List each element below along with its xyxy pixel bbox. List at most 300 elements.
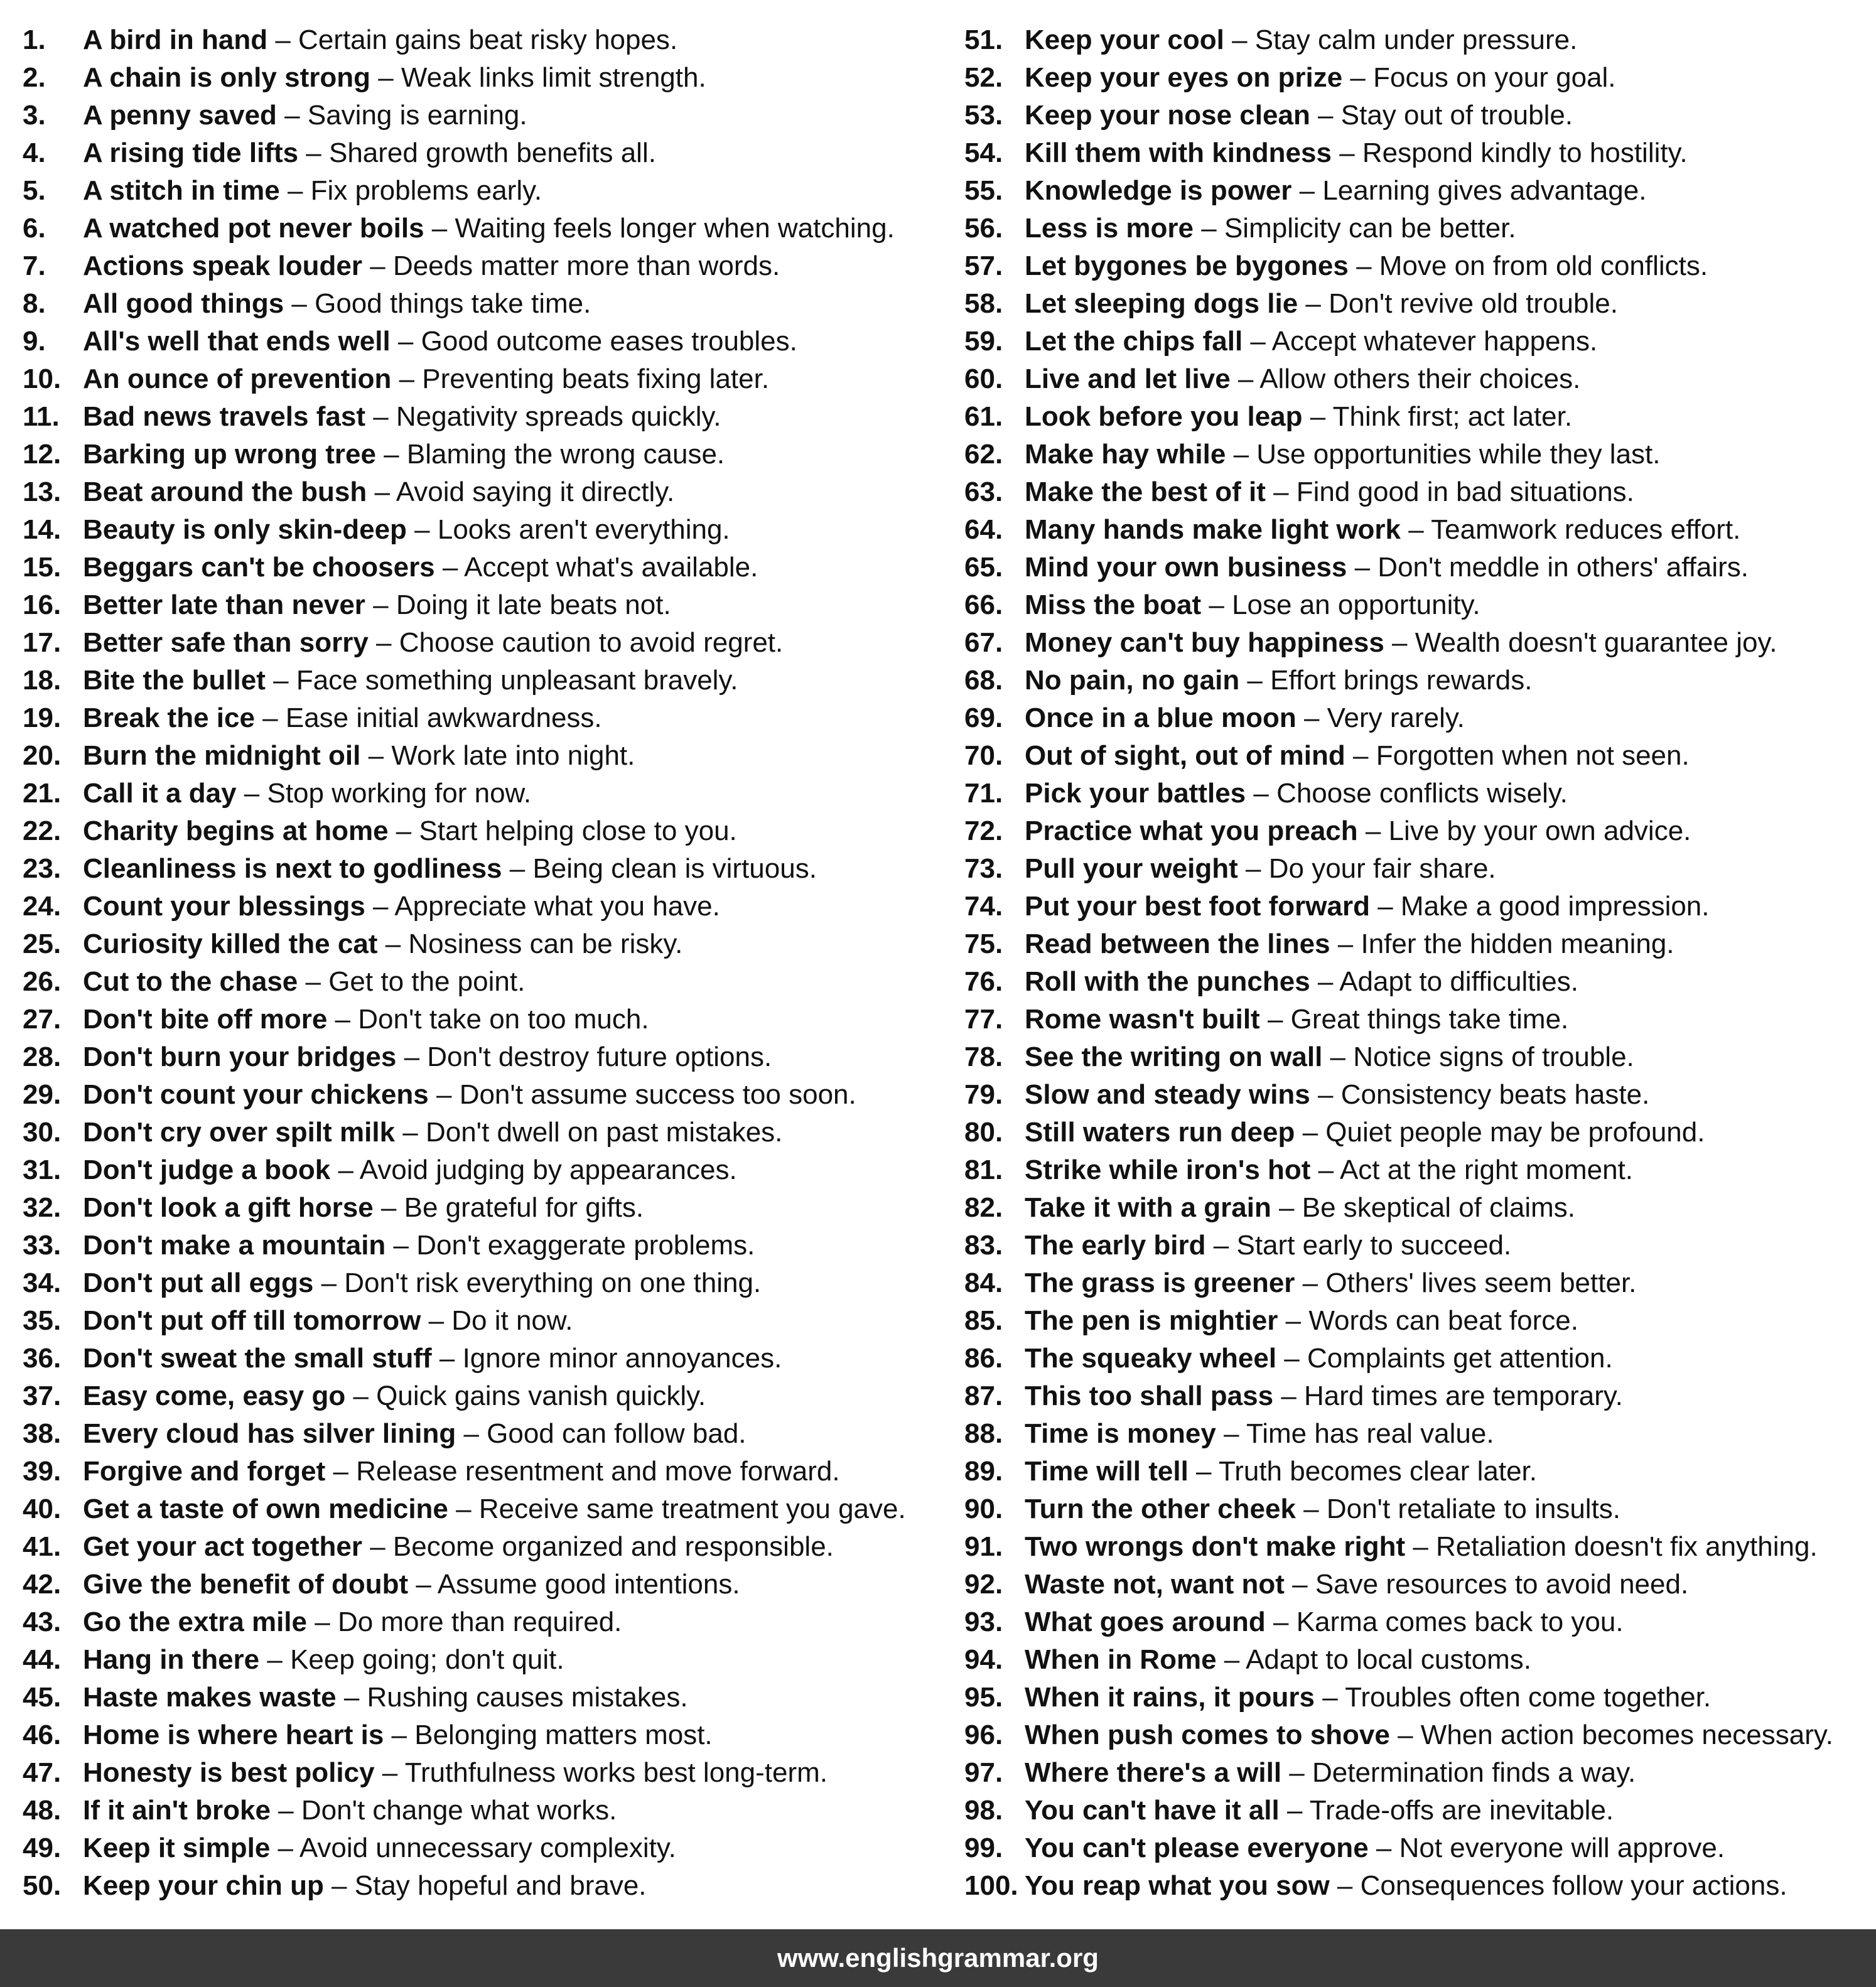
proverb-meaning: Don't risk everything on one thing. (344, 1268, 762, 1298)
proverb-number: 42. (23, 1569, 62, 1600)
proverb-phrase: Make hay while (1025, 439, 1226, 470)
proverb-meaning: Receive same treatment you gave. (478, 1494, 906, 1524)
proverb-separator: – (298, 137, 329, 168)
proverb-item (964, 1227, 1868, 1264)
proverb-separator: – (1310, 100, 1341, 131)
proverb-phrase: Barking up wrong tree (83, 439, 376, 470)
proverb-separator: – (1243, 326, 1272, 357)
proverb-number: 85. (964, 1305, 1003, 1336)
proverb-item (964, 963, 1868, 1001)
proverb-phrase: Waste not, want not (1025, 1569, 1285, 1600)
proverb-meaning: Allow others their choices. (1259, 363, 1581, 394)
proverb-phrase: Strike while iron's hot (1025, 1155, 1311, 1185)
proverb-number: 49. (23, 1833, 62, 1863)
proverb-number: 33. (23, 1230, 62, 1261)
proverb-number: 65. (964, 552, 1003, 583)
proverb-meaning: Act at the right moment. (1339, 1155, 1634, 1185)
proverb-separator: – (1295, 1268, 1326, 1298)
proverb-phrase: Out of sight, out of mind (1025, 740, 1345, 771)
proverb-phrase: The grass is greener (1025, 1268, 1295, 1298)
proverb-item (964, 1603, 1868, 1641)
proverb-separator: – (384, 1720, 415, 1750)
proverb-meaning: Great things take time. (1290, 1004, 1569, 1035)
proverb-number: 12. (23, 439, 62, 470)
proverb-number: 47. (23, 1757, 62, 1788)
proverb-item (964, 134, 1868, 172)
proverb-item (964, 662, 1868, 699)
proverb-phrase: Get a taste of own medicine (83, 1494, 448, 1524)
proverb-phrase: Home is where heart is (83, 1720, 384, 1750)
proverb-phrase: Let sleeping dogs lie (1025, 288, 1298, 319)
proverb-phrase: An ounce of prevention (83, 363, 392, 394)
proverb-separator: – (456, 1418, 487, 1449)
proverb-phrase: Read between the lines (1025, 929, 1330, 959)
proverb-number: 32. (23, 1192, 62, 1223)
proverb-meaning: Trade-offs are inevitable. (1309, 1795, 1614, 1826)
proverb-meaning: Ignore minor annoyances. (462, 1343, 782, 1374)
proverb-meaning: Find good in bad situations. (1296, 477, 1634, 507)
proverb-number: 71. (964, 778, 1003, 809)
proverb-separator: – (1310, 1079, 1341, 1110)
proverb-item (23, 97, 952, 134)
proverb-item (23, 1415, 952, 1453)
proverb-phrase: Keep your eyes on prize (1025, 62, 1343, 93)
proverb-separator: – (1310, 1155, 1340, 1185)
proverb-phrase: Pull your weight (1025, 853, 1238, 884)
proverb-item (23, 1151, 952, 1189)
proverb-phrase: Keep it simple (83, 1833, 271, 1863)
proverb-meaning: Stay calm under pressure. (1254, 24, 1578, 55)
proverb-number: 59. (964, 326, 1003, 357)
proverb-phrase: Charity begins at home (83, 816, 389, 846)
proverb-number: 88. (964, 1418, 1003, 1449)
proverb-meaning: Wealth doesn't guarantee joy. (1415, 627, 1777, 658)
proverb-meaning: Doing it late beats not. (396, 590, 671, 620)
proverb-meaning: Infer the hidden meaning. (1361, 929, 1674, 959)
proverb-phrase: All good things (83, 288, 284, 319)
proverb-item (23, 1679, 952, 1716)
proverb-number: 50. (23, 1870, 62, 1901)
proverb-separator: – (284, 288, 315, 319)
proverb-phrase: Two wrongs don't make right (1025, 1531, 1406, 1562)
proverb-meaning: Work late into night. (391, 740, 635, 771)
proverb-phrase: A watched pot never boils (83, 213, 424, 244)
proverb-item (23, 323, 952, 360)
proverb-phrase: Count your blessings (83, 891, 365, 922)
proverb-meaning: Deeds matter more than words. (392, 250, 780, 281)
proverb-number: 90. (964, 1494, 1003, 1524)
proverb-number: 81. (964, 1155, 1003, 1185)
proverb-phrase: Bad news travels fast (83, 401, 365, 432)
proverb-number: 66. (964, 590, 1003, 620)
proverb-item (964, 210, 1868, 247)
proverb-item (964, 1415, 1868, 1453)
proverb-meaning: Appreciate what you have. (394, 891, 720, 922)
proverb-number: 41. (23, 1531, 62, 1562)
proverb-separator: – (1271, 1192, 1302, 1223)
proverb-phrase: Forgive and forget (83, 1456, 326, 1487)
proverb-separator: – (360, 740, 392, 771)
proverb-separator: – (395, 1117, 426, 1148)
proverb-number: 18. (23, 665, 62, 696)
proverb-phrase: Keep your chin up (83, 1870, 324, 1901)
proverb-item (964, 1114, 1868, 1151)
proverb-number: 5. (23, 175, 46, 206)
proverb-meaning: Blaming the wrong cause. (406, 439, 725, 470)
proverb-item (964, 1829, 1868, 1867)
proverb-meaning: Consistency beats haste. (1340, 1079, 1650, 1110)
proverb-phrase: Time is money (1025, 1418, 1216, 1449)
proverb-number: 80. (964, 1117, 1003, 1148)
proverb-item (964, 1189, 1868, 1227)
proverb-item (23, 737, 952, 775)
proverb-number: 6. (23, 213, 46, 244)
proverb-number: 74. (964, 891, 1003, 922)
proverb-separator: – (1405, 1531, 1437, 1562)
proverb-separator: – (1329, 1870, 1361, 1901)
proverb-item (23, 247, 952, 285)
proverb-number: 27. (23, 1004, 62, 1035)
proverb-meaning: Negativity spreads quickly. (396, 401, 721, 432)
proverb-phrase: When push comes to shove (1025, 1720, 1390, 1750)
proverb-number: 17. (23, 627, 62, 658)
proverb-separator: – (431, 1343, 463, 1374)
proverb-separator: – (1291, 175, 1323, 206)
proverb-separator: – (1357, 816, 1389, 846)
proverb-separator: – (1322, 1042, 1354, 1072)
proverb-separator: – (1273, 1381, 1305, 1411)
proverb-meaning: Use opportunities while they last. (1256, 439, 1661, 470)
proverb-phrase: The squeaky wheel (1025, 1343, 1277, 1374)
proverb-separator: – (1216, 1644, 1246, 1675)
proverb-phrase: Keep your nose clean (1025, 100, 1310, 131)
proverb-meaning: Start helping close to you. (419, 816, 737, 846)
proverb-item (23, 1867, 952, 1905)
proverb-separator: – (1230, 363, 1260, 394)
proverb-phrase: A rising tide lifts (83, 137, 299, 168)
proverb-item (964, 285, 1868, 323)
proverb-phrase: Put your best foot forward (1025, 891, 1370, 922)
proverb-meaning: Get to the point. (328, 966, 526, 997)
proverb-item (964, 775, 1868, 812)
proverb-separator: – (1216, 1418, 1246, 1449)
proverb-item (964, 59, 1868, 97)
proverb-number: 67. (964, 627, 1003, 658)
proverbs-list-right (964, 21, 1868, 1905)
proverb-item (964, 850, 1868, 888)
proverb-phrase: Look before you leap (1025, 401, 1303, 432)
proverb-meaning: Complaints get attention. (1307, 1343, 1613, 1374)
proverb-phrase: Still waters run deep (1025, 1117, 1295, 1148)
proverb-meaning: Forgotten when not seen. (1376, 740, 1690, 771)
proverb-item (964, 1264, 1868, 1302)
proverb-number: 82. (964, 1192, 1003, 1223)
proverb-separator: – (424, 213, 455, 244)
proverb-separator: – (1296, 703, 1327, 733)
proverb-separator: – (270, 1795, 301, 1826)
proverb-phrase: Time will tell (1025, 1456, 1189, 1487)
proverb-number: 96. (964, 1720, 1003, 1750)
proverb-item (964, 1001, 1868, 1038)
proverb-separator: – (1284, 1569, 1315, 1600)
proverb-meaning: Stay out of trouble. (1340, 100, 1573, 131)
proverb-number: 72. (964, 816, 1003, 846)
proverb-item (23, 1377, 952, 1415)
proverb-item (23, 1566, 952, 1603)
proverb-separator: – (327, 1004, 358, 1035)
proverb-number: 91. (964, 1531, 1003, 1562)
proverb-phrase: What goes around (1025, 1607, 1266, 1637)
proverb-number: 25. (23, 929, 62, 959)
proverb-phrase: Hang in there (83, 1644, 260, 1675)
proverb-number: 48. (23, 1795, 62, 1826)
proverb-phrase: Don't burn your bridges (83, 1042, 397, 1072)
proverb-meaning: Quiet people may be profound. (1325, 1117, 1705, 1148)
proverb-separator: – (1384, 627, 1415, 658)
proverb-phrase: Get your act together (83, 1531, 362, 1562)
proverb-phrase: Don't judge a book (83, 1155, 331, 1185)
proverb-phrase: No pain, no gain (1025, 665, 1240, 696)
proverb-number: 24. (23, 891, 62, 922)
proverb-number: 8. (23, 288, 46, 319)
proverb-separator: – (1279, 1795, 1310, 1826)
proverb-phrase: Beauty is only skin-deep (83, 514, 407, 545)
proverb-phrase: A chain is only strong (83, 62, 370, 93)
proverb-item (964, 1377, 1868, 1415)
proverb-meaning: Determination finds a way. (1312, 1757, 1636, 1788)
proverb-meaning: Accept what's available. (464, 552, 758, 583)
proverb-phrase: All's well that ends well (83, 326, 391, 357)
proverb-item (964, 1528, 1868, 1566)
proverb-separator: – (367, 477, 396, 507)
proverb-separator: – (365, 401, 396, 432)
proverb-meaning: Do your fair share. (1268, 853, 1496, 884)
proverb-phrase: Don't put all eggs (83, 1268, 314, 1298)
proverb-item (23, 1603, 952, 1641)
proverb-separator: – (1205, 1230, 1237, 1261)
proverb-number: 20. (23, 740, 62, 771)
proverb-item (964, 511, 1868, 549)
proverb-meaning: Accept whatever happens. (1271, 326, 1598, 357)
proverb-number: 13. (23, 477, 62, 507)
proverb-item (23, 699, 952, 737)
proverb-separator: – (377, 929, 409, 959)
proverb-meaning: Karma comes back to you. (1296, 1607, 1624, 1637)
proverb-separator: – (421, 1305, 452, 1336)
proverb-phrase: Honesty is best policy (83, 1757, 375, 1788)
proverb-separator: – (502, 853, 533, 884)
proverb-number: 28. (23, 1042, 62, 1072)
proverb-number: 1. (23, 24, 46, 55)
proverb-meaning: Don't meddle in others' affairs. (1377, 552, 1749, 583)
proverb-item (964, 398, 1868, 436)
proverb-separator: – (1259, 1004, 1291, 1035)
proverb-meaning: Lose an opportunity. (1232, 590, 1480, 620)
proverb-phrase: See the writing on wall (1025, 1042, 1323, 1072)
proverb-number: 3. (23, 100, 46, 131)
proverb-separator: – (406, 514, 438, 545)
proverb-item (23, 775, 952, 812)
proverb-separator: – (1295, 1494, 1327, 1524)
proverb-number: 21. (23, 778, 62, 809)
proverb-separator: – (396, 1042, 428, 1072)
proverb-phrase: Pick your battles (1025, 778, 1246, 809)
proverb-separator: – (307, 1607, 338, 1637)
proverb-separator: – (368, 627, 399, 658)
proverb-meaning: Certain gains beat risky hopes. (298, 24, 678, 55)
proverb-meaning: Be skeptical of claims. (1302, 1192, 1576, 1223)
proverb-phrase: Turn the other cheek (1025, 1494, 1296, 1524)
proverb-meaning: Adapt to local customs. (1246, 1644, 1531, 1675)
proverb-number: 36. (23, 1343, 62, 1374)
proverb-meaning: Keep going; don't quit. (290, 1644, 564, 1675)
proverb-number: 75. (964, 929, 1003, 959)
proverb-item (23, 511, 952, 549)
proverb-item (23, 285, 952, 323)
proverb-meaning: Not everyone will approve. (1399, 1833, 1725, 1863)
proverb-number: 39. (23, 1456, 62, 1487)
proverb-item (23, 624, 952, 662)
proverb-item (23, 662, 952, 699)
proverb-phrase: You can't have it all (1025, 1795, 1280, 1826)
proverb-number: 93. (964, 1607, 1003, 1637)
proverb-meaning: Words can beat force. (1308, 1305, 1578, 1336)
proverb-phrase: Better safe than sorry (83, 627, 369, 658)
proverb-meaning: Truthfulness works best long-term. (404, 1757, 827, 1788)
proverb-item (23, 398, 952, 436)
proverb-item (964, 699, 1868, 737)
proverb-phrase: Many hands make light work (1025, 514, 1401, 545)
proverb-number: 2. (23, 62, 46, 93)
proverb-item (23, 1754, 952, 1792)
proverb-separator: – (313, 1268, 345, 1298)
proverb-separator: – (388, 816, 419, 846)
proverb-number: 46. (23, 1720, 62, 1750)
proverb-number: 73. (964, 853, 1003, 884)
proverb-phrase: Don't put off till tomorrow (83, 1305, 421, 1336)
proverb-meaning: Looks aren't everything. (437, 514, 730, 545)
proverb-meaning: Troubles often come together. (1345, 1682, 1712, 1713)
proverb-meaning: Choose caution to avoid regret. (399, 627, 784, 658)
proverb-phrase: If it ain't broke (83, 1795, 271, 1826)
proverb-meaning: Don't retaliate to insults. (1326, 1494, 1621, 1524)
proverb-meaning: Being clean is virtuous. (532, 853, 817, 884)
proverb-number: 87. (964, 1381, 1003, 1411)
proverb-meaning: Others' lives seem better. (1325, 1268, 1637, 1298)
proverb-phrase: Every cloud has silver lining (83, 1418, 456, 1449)
proverb-item (23, 1528, 952, 1566)
proverb-phrase: Actions speak louder (83, 250, 363, 281)
proverb-item (964, 473, 1868, 511)
proverb-number: 52. (964, 62, 1003, 93)
proverb-item (23, 1453, 952, 1490)
proverb-number: 31. (23, 1155, 62, 1185)
proverb-number: 19. (23, 703, 62, 733)
proverb-separator: – (265, 665, 296, 696)
proverb-meaning: Learning gives advantage. (1322, 175, 1647, 206)
proverb-meaning: Saving is earning. (307, 100, 527, 131)
proverb-meaning: Good can follow bad. (487, 1418, 747, 1449)
proverb-phrase: Kill them with kindness (1025, 137, 1332, 168)
proverb-separator: – (365, 891, 395, 922)
proverb-item (964, 1754, 1868, 1792)
proverb-number: 38. (23, 1418, 62, 1449)
proverb-number: 7. (23, 250, 46, 281)
proverb-meaning: Become organized and responsible. (392, 1531, 834, 1562)
proverb-separator: – (428, 1079, 460, 1110)
proverb-item (964, 1151, 1868, 1189)
proverb-separator: – (362, 250, 393, 281)
proverb-phrase: Once in a blue moon (1025, 703, 1296, 733)
proverb-separator: – (365, 590, 396, 620)
proverb-separator: – (323, 1870, 355, 1901)
proverb-item (23, 1490, 952, 1528)
proverb-phrase: Let the chips fall (1025, 326, 1243, 357)
proverb-meaning: Avoid saying it directly. (396, 477, 675, 507)
proverb-separator: – (385, 1230, 417, 1261)
proverb-separator: – (374, 1757, 405, 1788)
proverb-item (23, 1829, 952, 1867)
proverb-item (23, 1114, 952, 1151)
proverb-number: 86. (964, 1343, 1003, 1374)
proverb-phrase: Cleanliness is next to godliness (83, 853, 502, 884)
proverb-meaning: Release resentment and move forward. (356, 1456, 840, 1487)
proverb-separator: – (1276, 1343, 1307, 1374)
proverb-number: 56. (964, 213, 1003, 244)
proverb-separator: – (276, 100, 308, 131)
proverb-number: 55. (964, 175, 1003, 206)
proverb-phrase: Beggars can't be choosers (83, 552, 435, 583)
proverb-item (23, 1001, 952, 1038)
proverb-number: 29. (23, 1079, 62, 1110)
proverb-item (23, 1716, 952, 1754)
proverb-number: 78. (964, 1042, 1003, 1072)
proverb-separator: – (1201, 590, 1232, 620)
proverb-number: 95. (964, 1682, 1003, 1713)
proverb-phrase: Easy come, easy go (83, 1381, 346, 1411)
proverb-item (23, 549, 952, 586)
proverb-separator: – (1239, 665, 1271, 696)
proverb-phrase: Haste makes waste (83, 1682, 337, 1713)
proverb-number: 30. (23, 1117, 62, 1148)
proverb-number: 77. (964, 1004, 1003, 1035)
proverb-meaning: Don't exaggerate problems. (416, 1230, 755, 1261)
proverb-number: 35. (23, 1305, 62, 1336)
proverb-number: 83. (964, 1230, 1003, 1261)
proverb-meaning: Ease initial awkwardness. (285, 703, 602, 733)
proverb-phrase: Take it with a grain (1025, 1192, 1271, 1223)
proverb-item (23, 850, 952, 888)
proverb-phrase: Give the benefit of doubt (83, 1569, 409, 1600)
proverb-item (964, 1716, 1868, 1754)
proverb-meaning: Don't destroy future options. (427, 1042, 772, 1072)
proverb-meaning: Move on from old conflicts. (1379, 250, 1708, 281)
proverb-separator: – (1237, 853, 1269, 884)
proverb-meaning: Do more than required. (337, 1607, 622, 1637)
proverb-separator: – (391, 363, 423, 394)
proverb-item (23, 59, 952, 97)
proverb-number: 43. (23, 1607, 62, 1637)
proverb-number: 64. (964, 514, 1003, 545)
proverb-separator: – (1188, 1456, 1219, 1487)
proverb-separator: – (1302, 401, 1333, 432)
proverb-separator: – (375, 439, 407, 470)
proverb-phrase: Practice what you preach (1025, 816, 1358, 846)
proverb-meaning: Respond kindly to hostility. (1362, 137, 1688, 168)
proverb-separator: – (1298, 288, 1329, 319)
proverb-phrase: Burn the midnight oil (83, 740, 361, 771)
proverb-separator: – (408, 1569, 438, 1600)
